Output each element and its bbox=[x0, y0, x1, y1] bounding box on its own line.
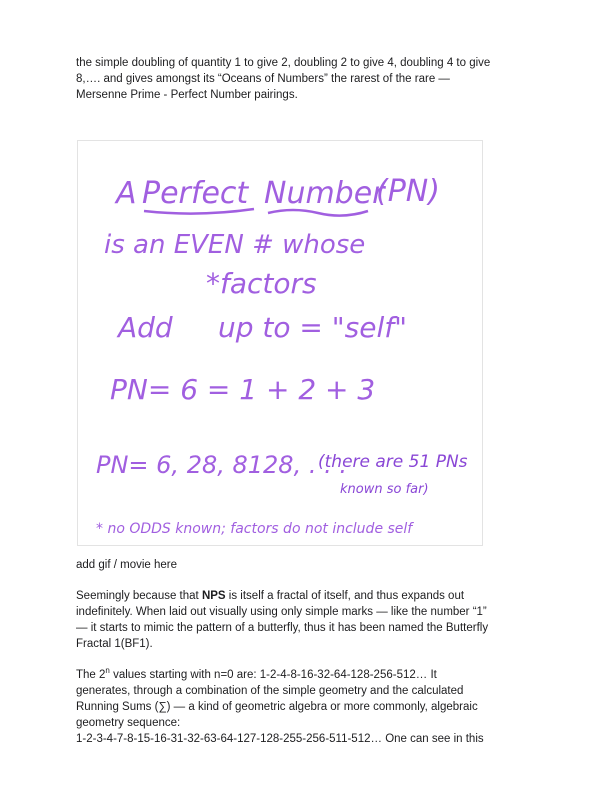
hw-line-self: up to = "self" bbox=[218, 311, 407, 344]
para-text: generates, through a combination of the simple geometry and the calculated bbox=[76, 685, 464, 697]
butterfly-paragraph bbox=[76, 588, 546, 652]
hw-footnote: * no ODDS known; factors do not include self bbox=[96, 521, 413, 537]
hw-title-a: A bbox=[116, 176, 137, 211]
para-text: is itself a fractal of itself, and thus expands out bbox=[225, 590, 465, 602]
hw-note-count: (there are 51 PNs bbox=[318, 452, 468, 472]
perfect-number-handwritten-image bbox=[77, 140, 483, 546]
hw-line-factors: *factors bbox=[206, 267, 317, 300]
para-text: 1-2-3-4-7-8-15-16-31-32-63-64-127-128-255-256-511-512… One can see in this bbox=[76, 733, 484, 745]
sequence-paragraph bbox=[76, 667, 546, 747]
hw-line-pn6: PN= 6 = 1 + 2 + 3 bbox=[110, 373, 376, 406]
intro-paragraph bbox=[76, 55, 546, 103]
figure-caption: add gif / movie here bbox=[76, 559, 178, 571]
hw-note-known: known so far) bbox=[340, 482, 429, 497]
para-text: The 2 bbox=[76, 669, 106, 681]
hw-title-perfect: Perfect bbox=[142, 176, 249, 211]
para-text: Seemingly because that bbox=[76, 590, 202, 602]
exponent-n: n bbox=[105, 666, 110, 676]
para-text: — it starts to mimic the pattern of a butterfly, thus it has been named the Butterfly bbox=[76, 622, 489, 634]
para-text: indefinitely. When laid out visually using only simple marks — like the number “1” bbox=[76, 606, 487, 618]
hw-line-even: is an EVEN # whose bbox=[104, 230, 366, 260]
handwriting-svg bbox=[78, 141, 482, 545]
intro-line: the simple doubling of quantity 1 to give 2, doubling 2 to give 4, doubling 4 to give bbox=[76, 57, 491, 69]
para-text: values starting with n=0 are: 1-2-4-8-16-32-64-128-256-512… It bbox=[109, 669, 437, 681]
nps-term: NPS bbox=[201, 590, 226, 602]
hw-title-pn: (PN) bbox=[376, 174, 440, 209]
hw-title-number: Number bbox=[264, 176, 385, 211]
para-text: Running Sums (∑) — a kind of geometric algebra or more commonly, algebraic bbox=[76, 701, 478, 713]
hw-line-pn-list: PN= 6, 28, 8128, . . . bbox=[96, 451, 347, 479]
intro-line: 8,…. and gives amongst its “Oceans of Numbers” the rarest of the rare — bbox=[76, 73, 450, 85]
para-text: Fractal 1(BF1). bbox=[76, 638, 153, 650]
hw-line-add: Add bbox=[118, 311, 173, 344]
intro-line: Mersenne Prime - Perfect Number pairings. bbox=[76, 89, 298, 101]
para-text: geometry sequence: bbox=[76, 717, 181, 729]
